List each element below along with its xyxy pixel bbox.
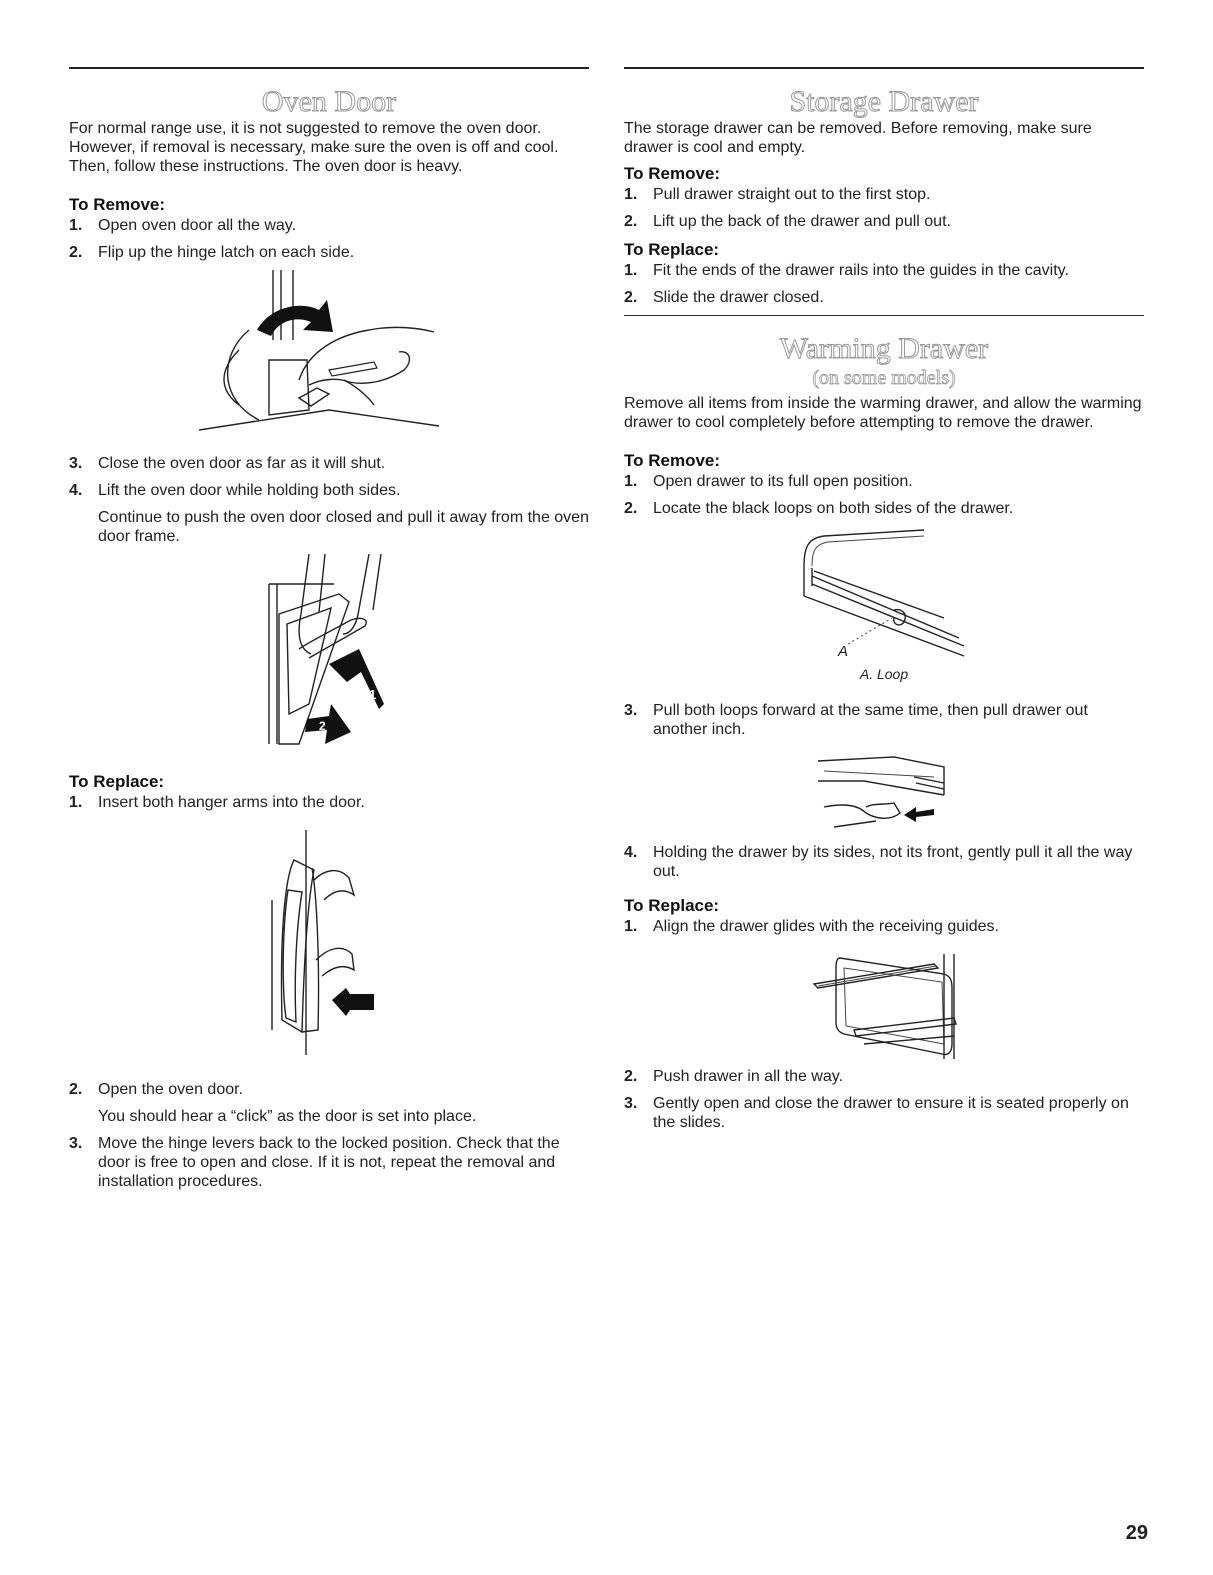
storage-drawer-remove-steps <box>624 185 1144 231</box>
page-number: 29 <box>1125 1522 1148 1544</box>
storage-drawer-title: Storage Drawer <box>789 85 979 118</box>
list-item: 2. Flip up the hinge latch on each side. <box>69 244 355 261</box>
callout-letter: A <box>838 643 849 660</box>
list-item: 1. Pull drawer straight out to the first stop. <box>624 186 931 203</box>
list-item: 2. Locate the black loops on both sides of the drawer. <box>624 500 1014 517</box>
section-rule <box>624 315 1144 316</box>
hinge-latch-illustration <box>199 270 459 440</box>
list-item: 1. Fit the ends of the drawer rails into the guides in the cavity. <box>624 262 1069 279</box>
warming-drawer-replace-steps-cont <box>624 1067 1144 1132</box>
list-item: 2. Lift up the back of the drawer and pull out. <box>624 213 951 230</box>
section-rule <box>69 67 589 69</box>
storage-drawer-remove-heading: To Remove: <box>624 164 721 183</box>
oven-door-remove-steps <box>69 216 589 262</box>
oven-door-section <box>69 67 589 1199</box>
list-item: 3. Move the hinge levers back to the locked position. Check that the door is free to open and close. If it is not, repeat the removal and installation procedures. <box>69 1135 560 1190</box>
oven-door-replace-steps <box>69 793 589 812</box>
storage-drawer-replace-steps <box>624 261 1144 307</box>
pull-loops-illustration <box>804 747 964 837</box>
lift-door-illustration <box>239 554 419 749</box>
list-item: 4. Lift the oven door while holding both sides. Continue to push the oven door closed and pull it away from the oven door frame. <box>69 482 589 545</box>
drawer-loop-illustration <box>784 526 984 661</box>
oven-door-intro: For normal range use, it is not suggested to remove the oven door. However, if removal is necessary, make sure the oven is off and cool. Then, follow these instructions. The oven door is heavy. <box>69 120 559 175</box>
drawer-glides-illustration <box>804 944 964 1059</box>
section-rule <box>624 67 1144 69</box>
list-item: 4. Holding the drawer by its sides, not its front, gently pull it all the way out. <box>624 844 1133 880</box>
warming-drawer-remove-steps-cont2 <box>624 843 1144 881</box>
list-item: 3. Pull both loops forward at the same time, then pull drawer out another inch. <box>624 702 1088 738</box>
oven-door-replace-steps-cont <box>69 1080 589 1191</box>
list-item: 1. Align the drawer glides with the receiving guides. <box>624 918 999 935</box>
warming-drawer-title: Warming Drawer <box>779 332 989 365</box>
oven-door-title: Oven Door <box>261 85 397 118</box>
warming-drawer-remove-steps <box>624 472 1144 518</box>
oven-door-replace-heading: To Replace: <box>69 772 165 791</box>
list-item: 2. Open the oven door. You should hear a “click” as the door is set into place. <box>69 1081 477 1125</box>
list-item: 2. Push drawer in all the way. <box>624 1068 844 1085</box>
list-item: 1. Insert both hanger arms into the door. <box>69 794 365 811</box>
arrow-label-2: 2 <box>319 719 326 733</box>
list-item: 1. Open drawer to its full open position. <box>624 473 913 490</box>
insert-door-illustration <box>254 820 404 1060</box>
drawer-sections <box>624 67 1144 1140</box>
oven-door-remove-steps-cont <box>69 454 589 546</box>
warming-drawer-replace-heading: To Replace: <box>624 896 720 915</box>
list-item: 3. Close the oven door as far as it will shut. <box>69 455 386 472</box>
warming-drawer-replace-steps <box>624 917 1144 936</box>
list-item: 1. Open oven door all the way. <box>69 217 297 234</box>
list-item: 3. Gently open and close the drawer to ensure it is seated properly on the slides. <box>624 1095 1129 1131</box>
warming-drawer-remove-heading: To Remove: <box>624 451 721 470</box>
storage-drawer-intro: The storage drawer can be removed. Before removing, make sure drawer is cool and empty. <box>624 120 1092 156</box>
list-item: 2. Slide the drawer closed. <box>624 289 824 306</box>
storage-drawer-replace-heading: To Replace: <box>624 240 720 259</box>
oven-door-remove-heading: To Remove: <box>69 195 166 214</box>
figure-caption: A. Loop <box>859 666 909 682</box>
warming-drawer-subtitle: (on some models) <box>812 367 956 389</box>
arrow-label-1: 1 <box>369 687 377 702</box>
warming-drawer-remove-steps-cont <box>624 701 1144 739</box>
warming-drawer-intro: Remove all items from inside the warming drawer, and allow the warming drawer to cool completely before attempting to remove the drawer. <box>624 395 1142 431</box>
